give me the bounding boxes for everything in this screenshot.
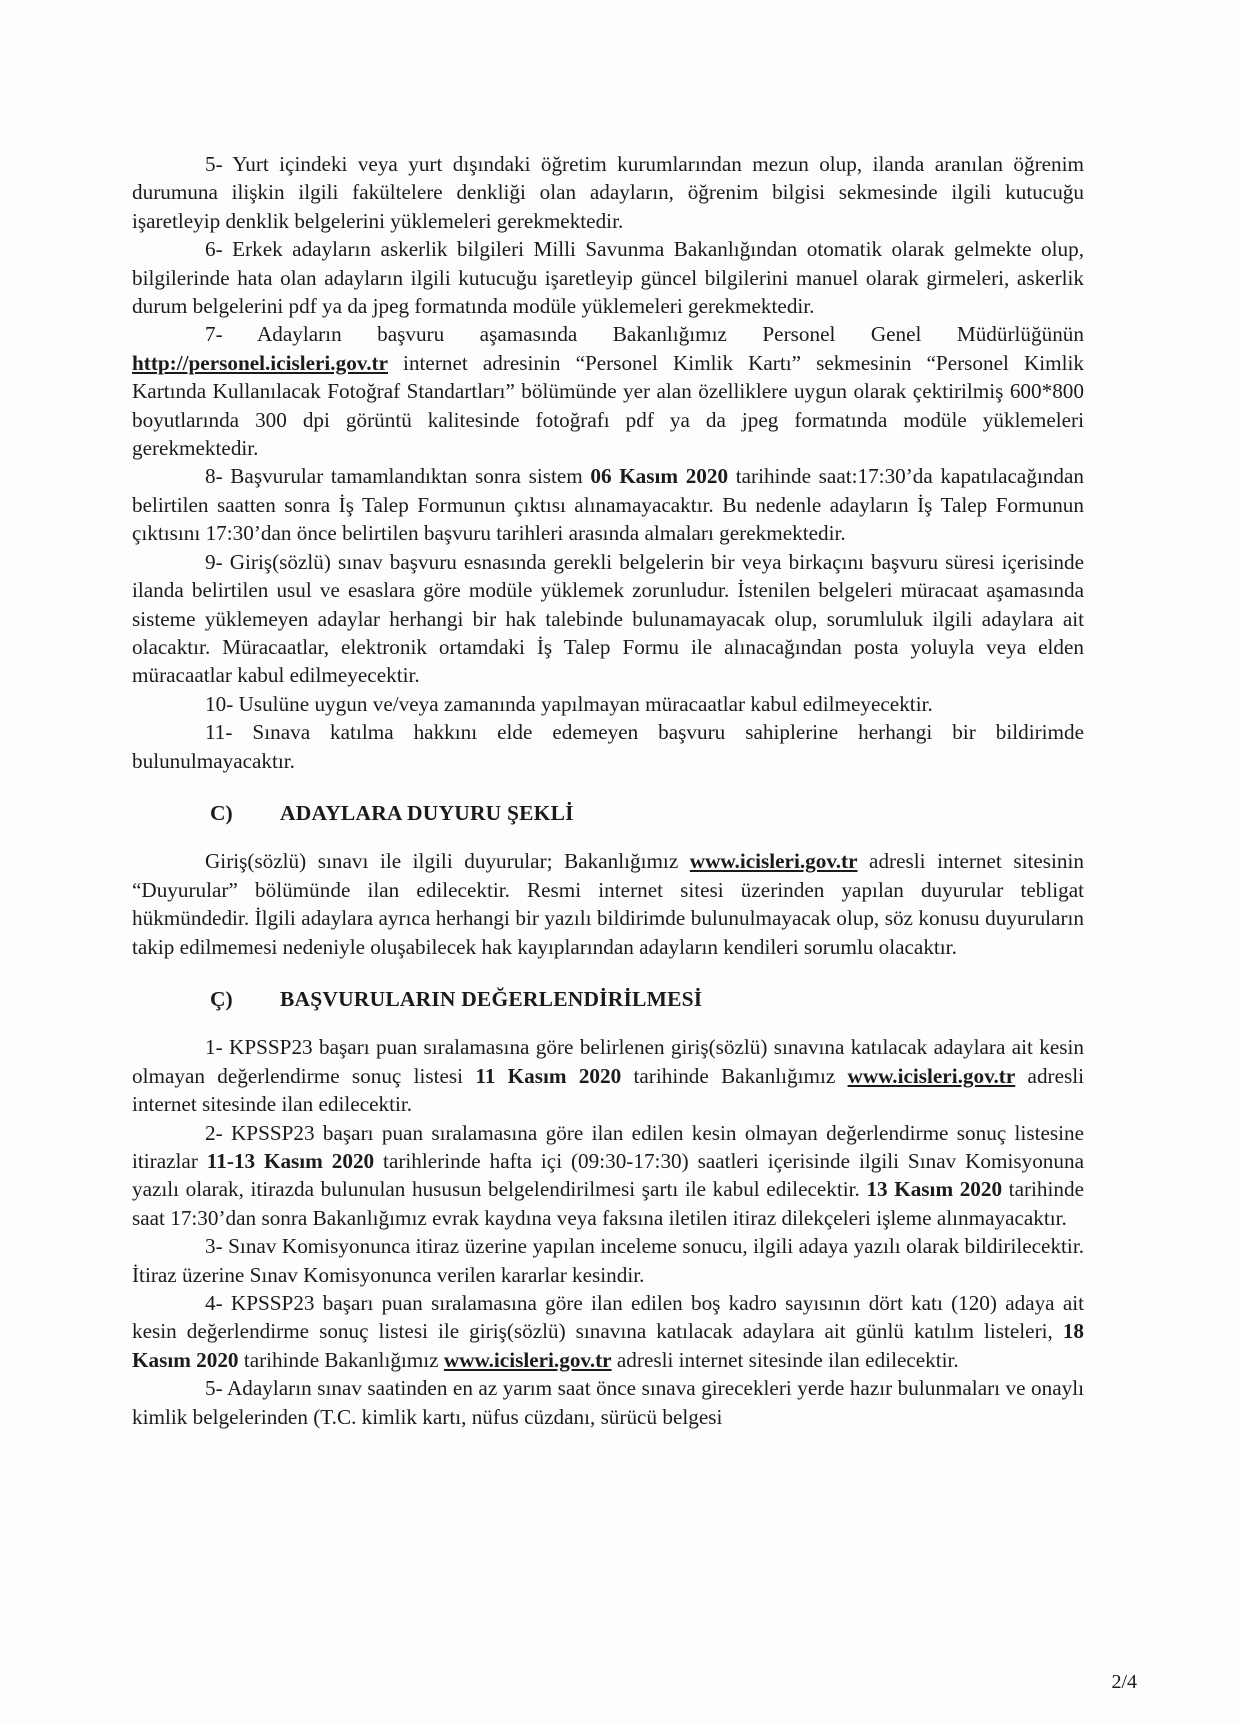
item-text: tarihinde saat 17:30’dan sonra Bakanlığımız evrak kaydına veya faksına iletilen itiraz dilekçeleri işleme alınmayacaktır. — [132, 1177, 1084, 1230]
item-number: 7- — [205, 322, 223, 347]
section-c-heading — [210, 799, 1084, 827]
item-text: KPSSP23 başarı puan sıralamasına göre ilan edilen kesin olmayan değerlendirme sonuç listesine itirazlar — [132, 1120, 1084, 1173]
icisleri-url-link[interactable]: www.icisleri.gov.tr — [689, 849, 858, 874]
section-c-paragraph — [132, 847, 1084, 961]
list-item-11 — [132, 718, 1084, 775]
evaluation-item-2 — [132, 1119, 1084, 1233]
list-item-9 — [132, 548, 1084, 690]
evaluation-item-1 — [132, 1033, 1084, 1118]
item-text: Sınav Komisyonunca itiraz üzerine yapılan inceleme sonucu, ilgili adaya yazılı olarak bildirilecektir. İtiraz üzerine Sınav Komisyonunca verilen kararlar kesindir. — [132, 1234, 1084, 1287]
item-text: Başvurular tamamlandıktan sonra sistem — [222, 464, 591, 489]
item-text: Yurt içindeki veya yurt dışındaki öğretim kurumlarından mezun olup, ilanda aranılan öğrenim durumuna ilişkin ilgili fakültelere denkliği olan adayların, öğrenim bilgisi sekmesinde ilgili kutucuğu işaretleyip denklik belgelerini yüklemeleri gerekmektedir. — [132, 152, 1084, 233]
item-text: Sınava katılma hakkını elde edemeyen başvuru sahiplerine herhangi bir bildirimde bulunulmayacaktır. — [132, 720, 1084, 773]
icisleri-url-link[interactable]: www.icisleri.gov.tr — [443, 1347, 612, 1372]
section-letter: Ç) — [210, 986, 233, 1011]
item-number: 11- — [205, 720, 233, 745]
deadline-date: 06 Kasım 2020 — [590, 464, 729, 489]
item-text: tarihinde Bakanlığımız — [621, 1063, 848, 1088]
item-number: 4- — [205, 1291, 223, 1316]
objection-deadline-date: 13 Kasım 2020 — [866, 1177, 1003, 1202]
paragraph-text: adresli internet sitesinin “Duyurular” bölümünde ilan edilecektir. Resmi internet sitesi üzerinden yapılan duyurular tebligat hükmündedir. İlgili adaylara ayrıca herhangi bir yazılı bildirimde bulunulmayacak olup, söz konusu duyuruların takip edilmemesi nedeniyle oluşabilecek hak kayıplarından adayların kendileri sorumlu olacaktır. — [132, 849, 1084, 959]
list-item-7 — [132, 320, 1084, 462]
item-number: 9- — [205, 549, 223, 574]
item-text: Adayların sınav saatinden en az yarım saat önce sınava girecekleri yerde hazır bulunmaları ve onaylı kimlik belgelerinden (T.C. kimlik kartı, nüfus cüzdanı, sürücü belgesi — [132, 1376, 1084, 1429]
item-text: Giriş(sözlü) sınav başvuru esnasında gerekli belgelerin bir veya birkaçını başvuru süresi içerisinde ilanda belirtilen usul ve esaslara göre modüle yüklemek zorunludur. İstenilen belgeleri müracaat aşamasında sisteme yüklemeyen adaylar herhangi bir hak talebinde bulunamayacak olup, sorumluluk ilgili adaylara ait olacaktır. Müracaatlar, elektronik ortamdaki İş Talep Formu ile alınacağından posta yoluyla veya elden müracaatlar kabul edilmeyecektir. — [132, 549, 1084, 688]
item-number: 10- — [205, 691, 234, 716]
item-text: Erkek adayların askerlik bilgileri Milli Savunma Bakanlığından otomatik olarak gelmekte olup, bilgilerinde hata olan adayların ilgili kutucuğu işaretleyip güncel bilgilerini manuel olarak girmeleri, askerlik durum belgelerini pdf ya da jpeg formatında modüle yüklemeleri gerekmektedir. — [132, 237, 1084, 319]
item-number: 5- — [205, 1376, 223, 1401]
page-content — [132, 150, 1084, 1431]
personel-url-link[interactable]: http://personel.icisleri.gov.tr — [132, 350, 388, 375]
item-text: tarihlerinde hafta içi (09:30-17:30) saatleri içerisinde ilgili Sınav Komisyonuna yazılı olarak, itirazda bulunulan hususun belgelendirilmesi şartı ile kabul edilecektir. — [132, 1149, 1084, 1202]
item-text: Adayların başvuru aşamasında Bakanlığımız Personel Genel Müdürlüğünün — [222, 322, 1084, 347]
item-text: tarihinde Bakanlığımız — [238, 1347, 444, 1372]
item-text: KPSSP23 başarı puan sıralamasına göre ilan edilen boş kadro sayısının dört katı (120) adaya ait kesin değerlendirme sonuç listesi ile giriş(sözlü) sınavına katılacak adaylara ait günlü katılım listeleri, — [132, 1291, 1084, 1344]
evaluation-item-5 — [132, 1374, 1084, 1431]
item-text: adresli internet sitesinde ilan edilecektir. — [132, 1063, 1085, 1117]
evaluation-item-3 — [132, 1232, 1084, 1289]
item-number: 6- — [205, 237, 223, 262]
item-number: 5- — [205, 152, 223, 176]
section-title: BAŞVURULARIN DEĞERLENDİRİLMESİ — [280, 986, 703, 1011]
final-list-date: 18 Kasım 2020 — [132, 1319, 1084, 1372]
item-number: 2- — [205, 1120, 223, 1145]
section-cc-heading — [210, 985, 1084, 1013]
item-text: tarihinde saat:17:30’da kapatılacağından belirtilen saatten sonra İş Talep Formunun çıktısı alınamayacaktır. Bu nedenle adayların İş Talep Formunun çıktısını 17:30’dan önce belirtilen başvuru tarihleri arasında almaları gerekmektedir. — [132, 464, 1084, 546]
list-date: 11 Kasım 2020 — [475, 1063, 622, 1088]
page-number: 2/4 — [1111, 1671, 1137, 1693]
list-item-8 — [132, 462, 1084, 547]
list-item-6 — [132, 235, 1084, 320]
item-text: KPSSP23 başarı puan sıralamasına göre belirlenen giriş(sözlü) sınavına katılacak adaylara ait kesin olmayan değerlendirme sonuç listesi — [132, 1035, 1084, 1088]
item-number: 8- — [205, 464, 223, 489]
icisleri-url-link[interactable]: www.icisleri.gov.tr — [847, 1063, 1016, 1088]
paragraph-text: Giriş(sözlü) sınavı ile ilgili duyurular; Bakanlığımız — [205, 849, 690, 874]
list-item-10 — [132, 690, 1084, 718]
item-number: 1- — [205, 1035, 223, 1060]
item-number: 3- — [205, 1234, 223, 1259]
evaluation-item-4 — [132, 1289, 1084, 1374]
item-text: internet adresinin “Personel Kimlik Kartı” sekmesinin “Personel Kimlik Kartında Kullanılacak Fotoğraf Standartları” bölümünde yer alan özelliklere uygun olarak çektirilmiş 600*800 boyutlarında 300 dpi görüntü kalitesinde fotoğrafı pdf ya da jpeg formatında modüle yüklemeleri gerekmektedir. — [132, 350, 1084, 461]
section-title: ADAYLARA DUYURU ŞEKLİ — [280, 800, 574, 825]
item-text: adresli internet sitesinde ilan edilecektir. — [611, 1347, 959, 1372]
objection-dates: 11-13 Kasım 2020 — [206, 1149, 375, 1173]
list-item-5 — [132, 150, 1084, 235]
section-letter: C) — [210, 800, 233, 825]
item-text: Usulüne uygun ve/veya zamanında yapılmayan müracaatlar kabul edilmeyecektir. — [233, 691, 933, 716]
